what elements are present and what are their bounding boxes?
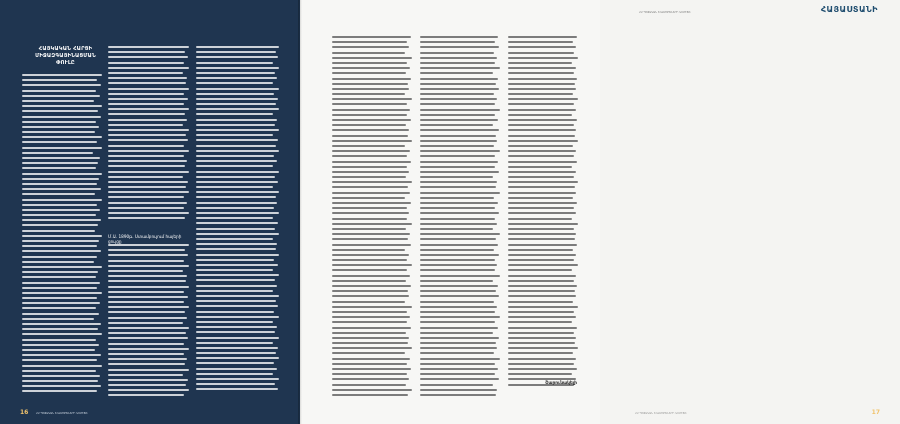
left-page (0, 0, 300, 424)
left-page-text-column-3 (108, 244, 192, 406)
spine-shadow (298, 0, 302, 424)
article-title (28, 46, 103, 67)
article-title-line-2: ՄԻՋԱԶԳԱՅԻՆԱՑՄԱՆ (35, 53, 96, 59)
right-page (300, 0, 880, 424)
left-page-text-column-1 (22, 74, 104, 406)
right-header (600, 0, 900, 22)
issue-info: ՀՀ ՊԵՏԱԿԱՆ ԵԿԱՄՈՒՏՆԵՐԻ ԿՈՄԻՏԵ (639, 11, 691, 14)
right-page-text-column-3 (508, 36, 580, 381)
right-page-number: 17 (871, 409, 880, 416)
left-page-text-column-4 (196, 46, 282, 406)
right-footer-text: ՀՀ ՊԵՏԱԿԱՆ ԵԿԱՄՈՒՏՆԵՐԻ ԿՈՄԻՏԵ (635, 412, 687, 415)
photo-caption: Մ.Ա. 1890թ. Ստամբուլում հայերի ցույցը (108, 234, 182, 244)
article-title-line-1: ՀԱՅԿԱԿԱՆ ՀԱՐՑԻ (38, 46, 93, 52)
right-page-text-column-2 (420, 36, 502, 396)
right-page-text-column-1 (332, 36, 414, 396)
continued-signature: Շարունակելի (545, 381, 577, 386)
left-page-number: 16 (20, 409, 29, 416)
right-footer (600, 406, 900, 416)
magazine-logo: ՀԱՅԱՍՏԱՆԻ (820, 5, 878, 14)
left-page-text-column-2 (108, 46, 192, 226)
left-footer-text: ՀՀ ՊԵՏԱԿԱՆ ԵԿԱՄՈՒՏՆԵՐԻ ԿՈՄԻՏԵ (36, 412, 88, 415)
left-footer (0, 406, 300, 416)
article-title-line-3: ՓՈՒԼԸ (56, 60, 75, 66)
